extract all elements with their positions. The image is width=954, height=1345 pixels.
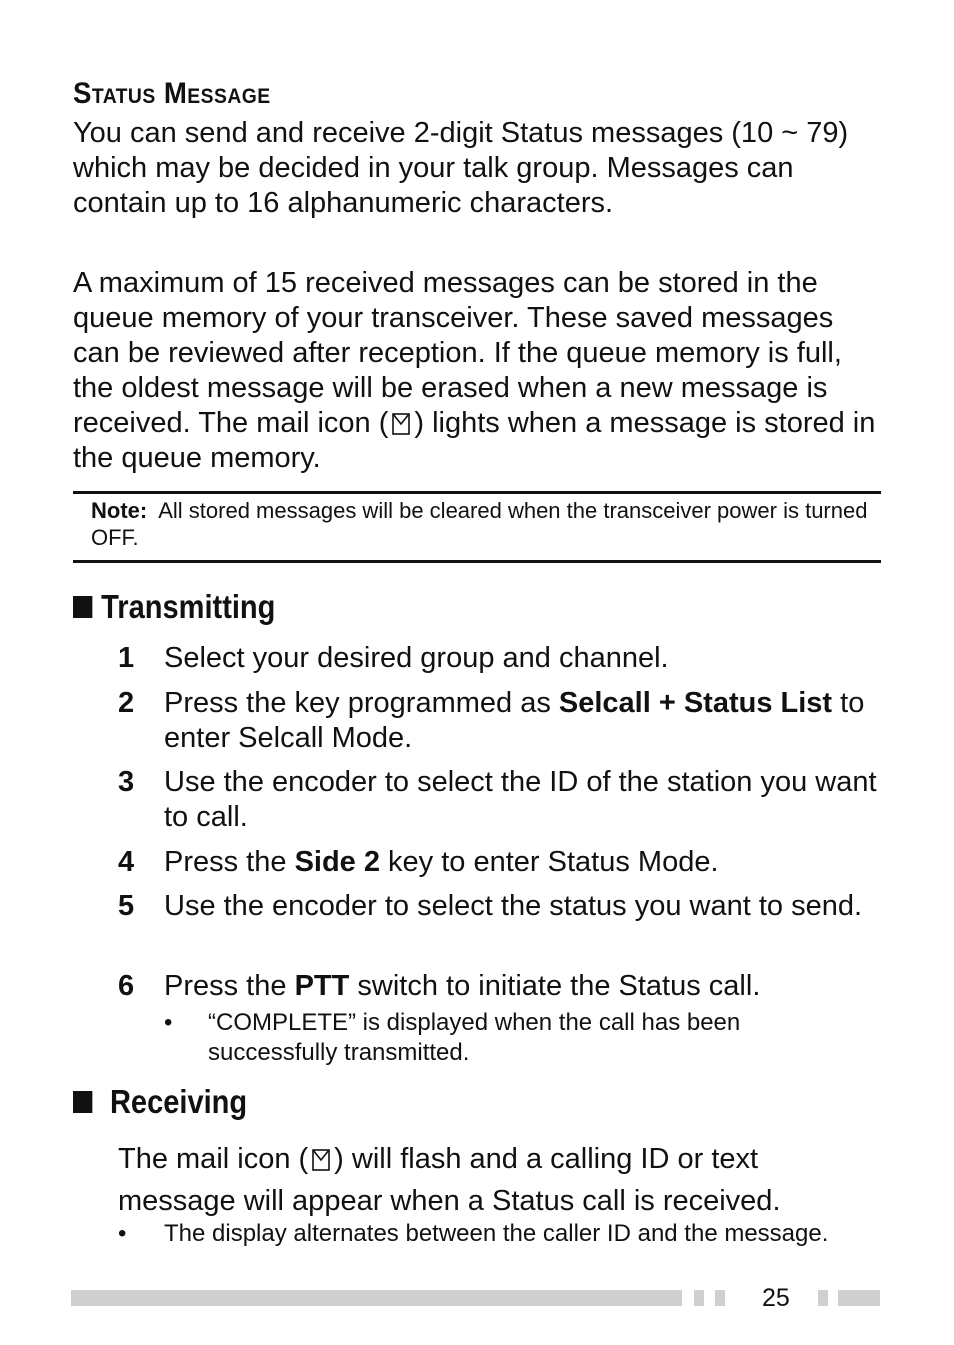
step-number: 4 [118,846,135,878]
transmitting-heading-text: Transmitting [101,588,276,625]
step-4 [118,845,878,880]
mail-icon [312,1141,330,1163]
transmitting-heading [73,587,275,627]
queue-paragraph-part1: A maximum of 15 received messages can be stored in the queue memory of your transceiver. These saved messages can be reviewed after reception. If the queue memory is full, the oldest message will be erased when a new message is received. The mail icon ( [73,267,842,439]
step-text: Use the encoder to select the status you want to send. [164,890,863,922]
step-1 [118,641,878,676]
step-6 [118,969,878,1004]
step-text: Select your desired group and channel. [164,642,669,674]
step-text-end: key to enter Status Mode. [380,846,719,878]
step-6-bullet [164,1008,854,1068]
bullet-text: “COMPLETE” is displayed when the call has been successfully transmitted. [208,1009,741,1066]
footer-bar-right [838,1290,880,1306]
step-text-end: switch to initiate the Status call. [349,970,761,1002]
bullet-dot: • [164,1009,173,1036]
queue-paragraph [73,266,883,476]
step-number: 5 [118,890,135,922]
note-text: All stored messages will be cleared when the transceiver power is turned OFF. [91,498,868,550]
footer-block [694,1290,704,1306]
square-bullet-icon [73,1091,92,1113]
step-number: 2 [118,687,135,719]
bullet-text: The display alternates between the caller ID and the message. [164,1220,829,1247]
note-box [91,497,871,551]
step-number: 3 [118,766,135,798]
receiving-bullet [118,1219,858,1249]
step-text: Press the [164,846,295,878]
step-text-end: to enter Selcall Mode. [164,687,865,754]
receiving-heading [73,1082,247,1122]
page-number: 25 [762,1284,790,1312]
step-2 [118,686,878,756]
intro-paragraph: You can send and receive 2-digit Status messages (10 ~ 79) which may be decided in your talk group. Messages can contain up to 16 alphanumeric characters. [73,117,849,219]
step-5 [118,889,878,924]
step-text: Use the encoder to select the ID of the station you want to call. [164,766,877,833]
receiving-paragraph [118,1138,878,1222]
footer-bar-left [71,1290,682,1306]
step-text: Press the key programmed as [164,687,559,719]
square-bullet-icon [73,596,92,618]
receiving-paragraph-part1: The mail icon ( [118,1143,309,1175]
step-number: 6 [118,970,135,1002]
note-bottom-rule [73,560,881,563]
bullet-dot: • [118,1220,127,1247]
mail-icon [392,409,410,431]
footer-block [818,1290,828,1306]
note-label: Note: [91,498,148,523]
step-3 [118,765,878,835]
step-key-name: PTT [294,970,350,1002]
receiving-heading-text: Receiving [109,1083,248,1120]
queue-paragraph-part2: ) lights when a message is stored in the queue memory. [73,407,876,474]
footer-block [715,1290,725,1306]
step-text: Press the [164,970,295,1002]
page-title: Status Message [73,77,271,110]
step-number: 1 [118,642,135,674]
step-key-name: Selcall + Status List [558,687,833,719]
receiving-paragraph-part2: ) will flash and a calling ID or text message will appear when a Status call is received. [118,1143,781,1217]
note-top-rule [73,491,881,494]
step-key-name: Side 2 [294,846,380,878]
